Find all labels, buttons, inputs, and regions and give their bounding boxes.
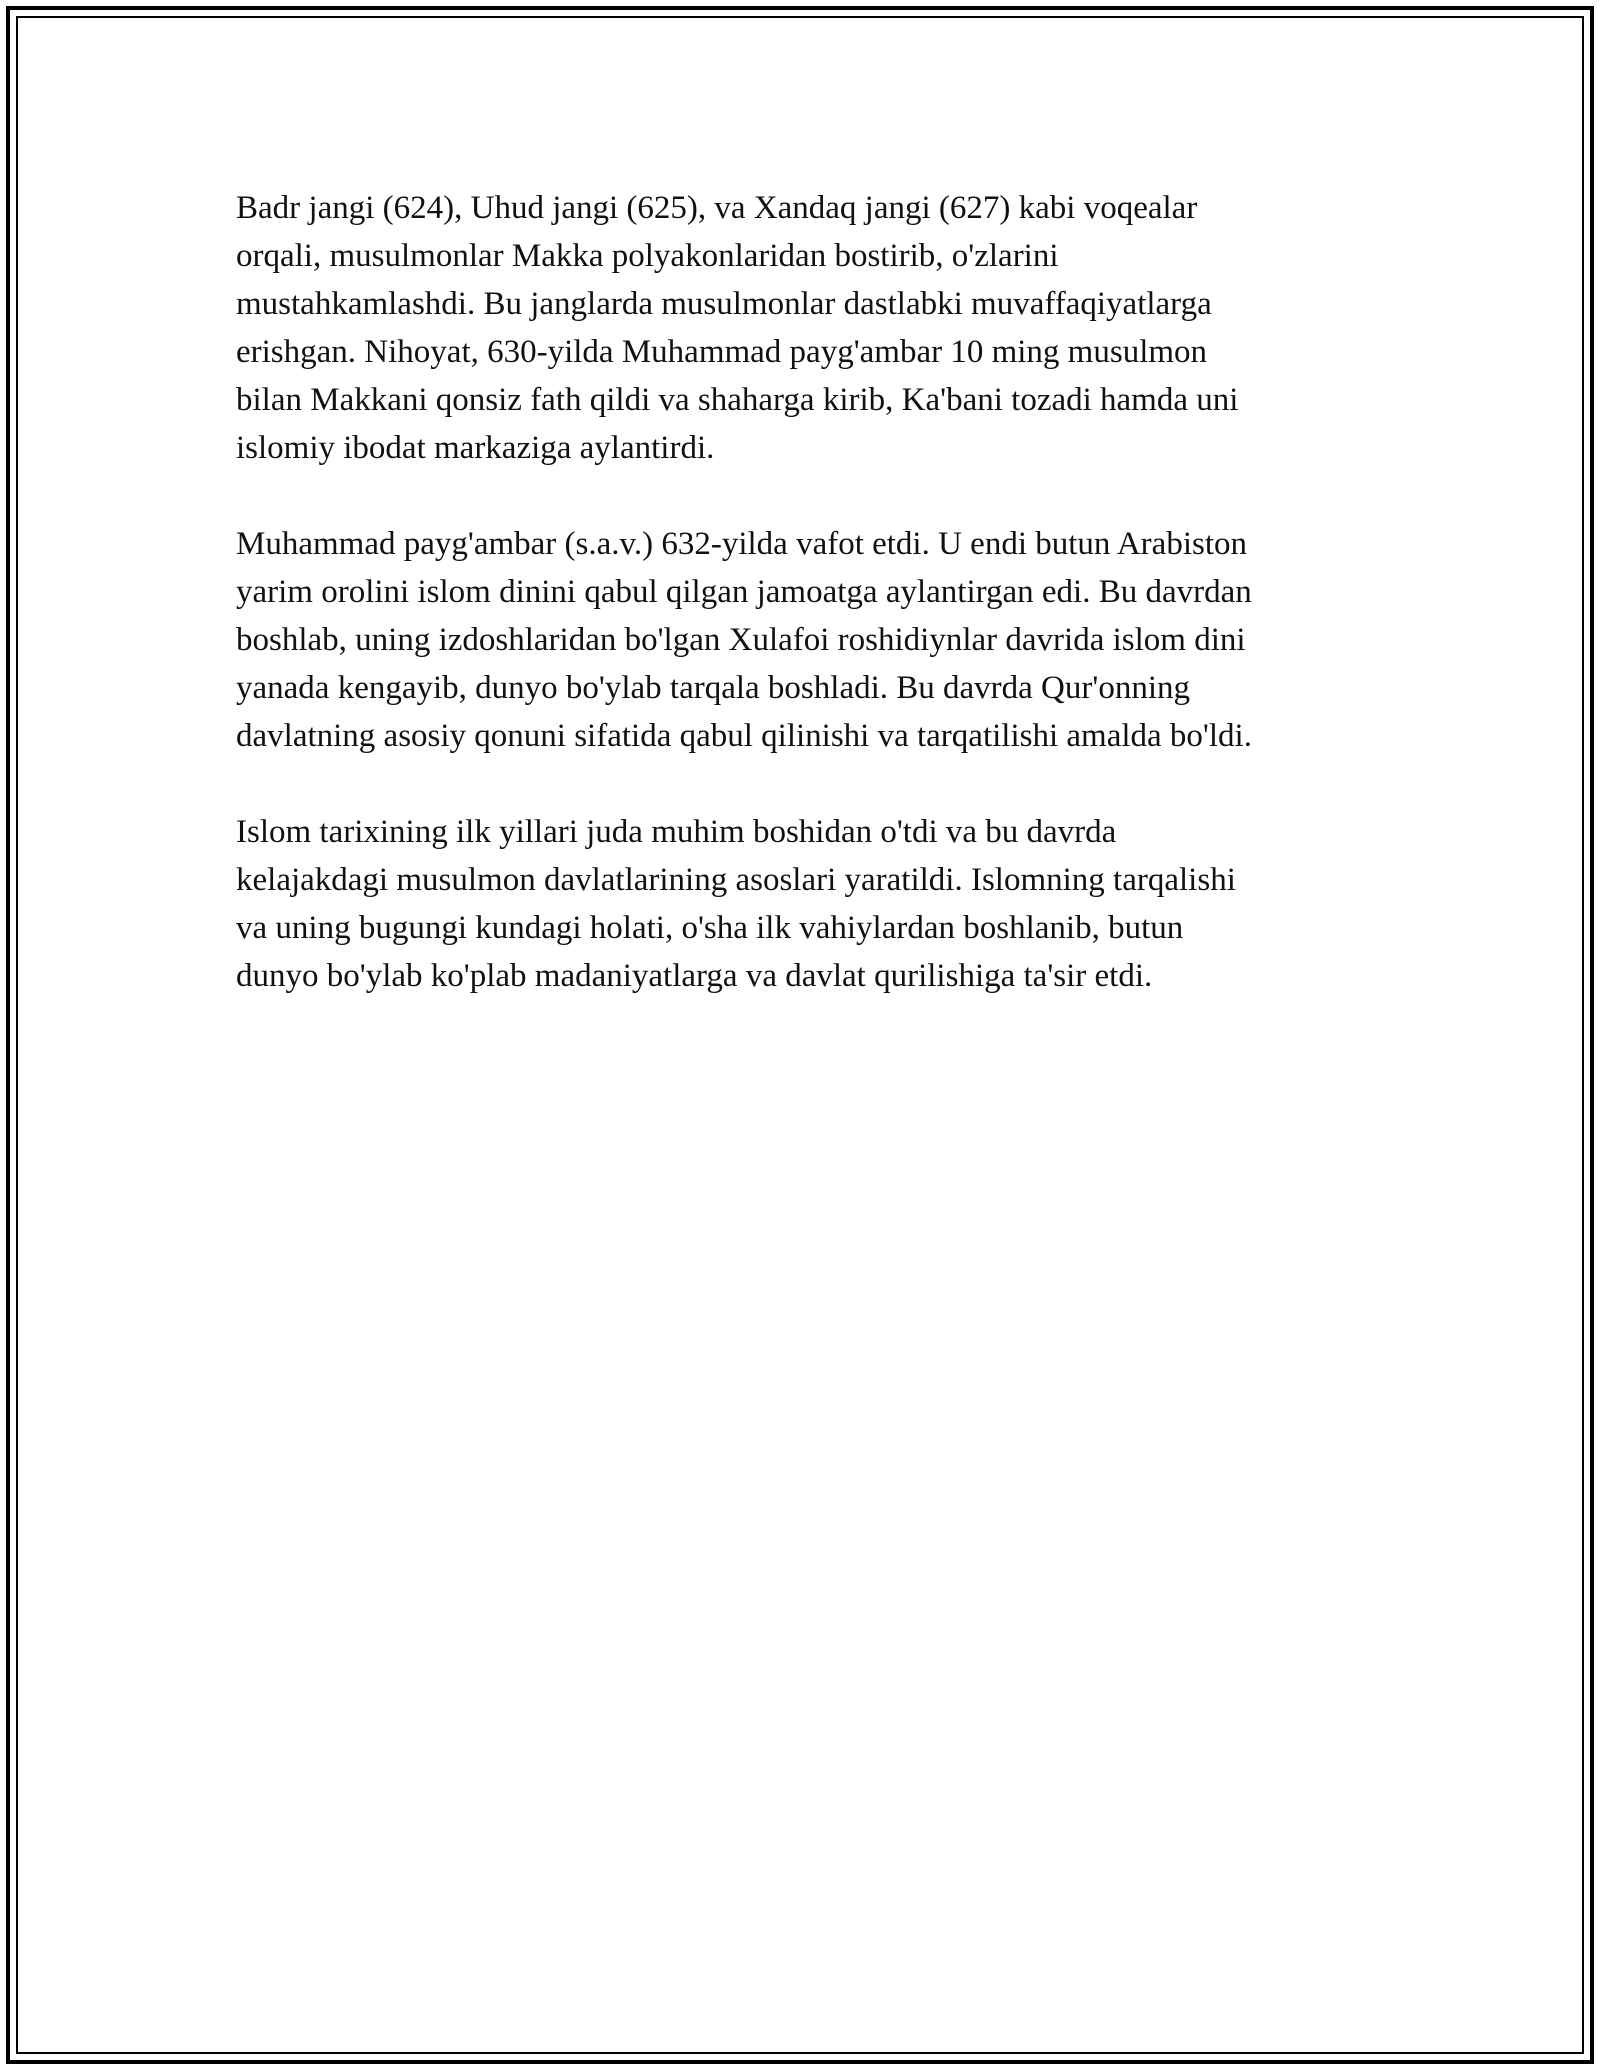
text-line: islomiy ibodat markaziga aylantirdi. <box>236 430 715 466</box>
text-line: dunyo bo'ylab ko'plab madaniyatlarga va davlat qurilishiga ta'sir etdi. <box>236 958 1153 994</box>
text-line: yanada kengayib, dunyo bo'ylab tarqala boshladi. Bu davrda Qur'onning <box>236 670 1190 706</box>
text-line: Badr jangi (624), Uhud jangi (625), va Xandaq jangi (627) kabi voqealar <box>236 190 1198 226</box>
text-line: kelajakdagi musulmon davlatlarining asoslari yaratildi. Islomning tarqalishi <box>236 862 1236 898</box>
paragraph-2 <box>236 520 1386 760</box>
text-line: davlatning asosiy qonuni sifatida qabul qilinishi va tarqatilishi amalda bo'ldi. <box>236 718 1252 754</box>
text-line: Muhammad payg'ambar (s.a.v.) 632-yilda vafot etdi. U endi butun Arabiston <box>236 526 1247 562</box>
text-line: boshlab, uning izdoshlaridan bo'lgan Xulafoi roshidiynlar davrida islom dini <box>236 622 1246 658</box>
paragraph-1 <box>236 184 1386 472</box>
paragraph-3 <box>236 808 1386 1000</box>
document-body <box>236 184 1386 1000</box>
text-line: va uning bugungi kundagi holati, o'sha ilk vahiylardan boshlanib, butun <box>236 910 1184 946</box>
text-line: Islom tarixining ilk yillari juda muhim boshidan o'tdi va bu davrda <box>236 814 1117 850</box>
text-line: erishgan. Nihoyat, 630-yilda Muhammad payg'ambar 10 ming musulmon <box>236 334 1208 370</box>
text-line: mustahkamlashdi. Bu janglarda musulmonlar dastlabki muvaffaqiyatlarga <box>236 286 1212 322</box>
text-line: bilan Makkani qonsiz fath qildi va shaharga kirib, Ka'bani tozadi hamda uni <box>236 382 1239 418</box>
text-line: orqali, musulmonlar Makka polyakonlaridan bostirib, o'zlarini <box>236 238 1059 274</box>
text-line: yarim orolini islom dinini qabul qilgan jamoatga aylantirgan edi. Bu davrdan <box>236 574 1252 610</box>
